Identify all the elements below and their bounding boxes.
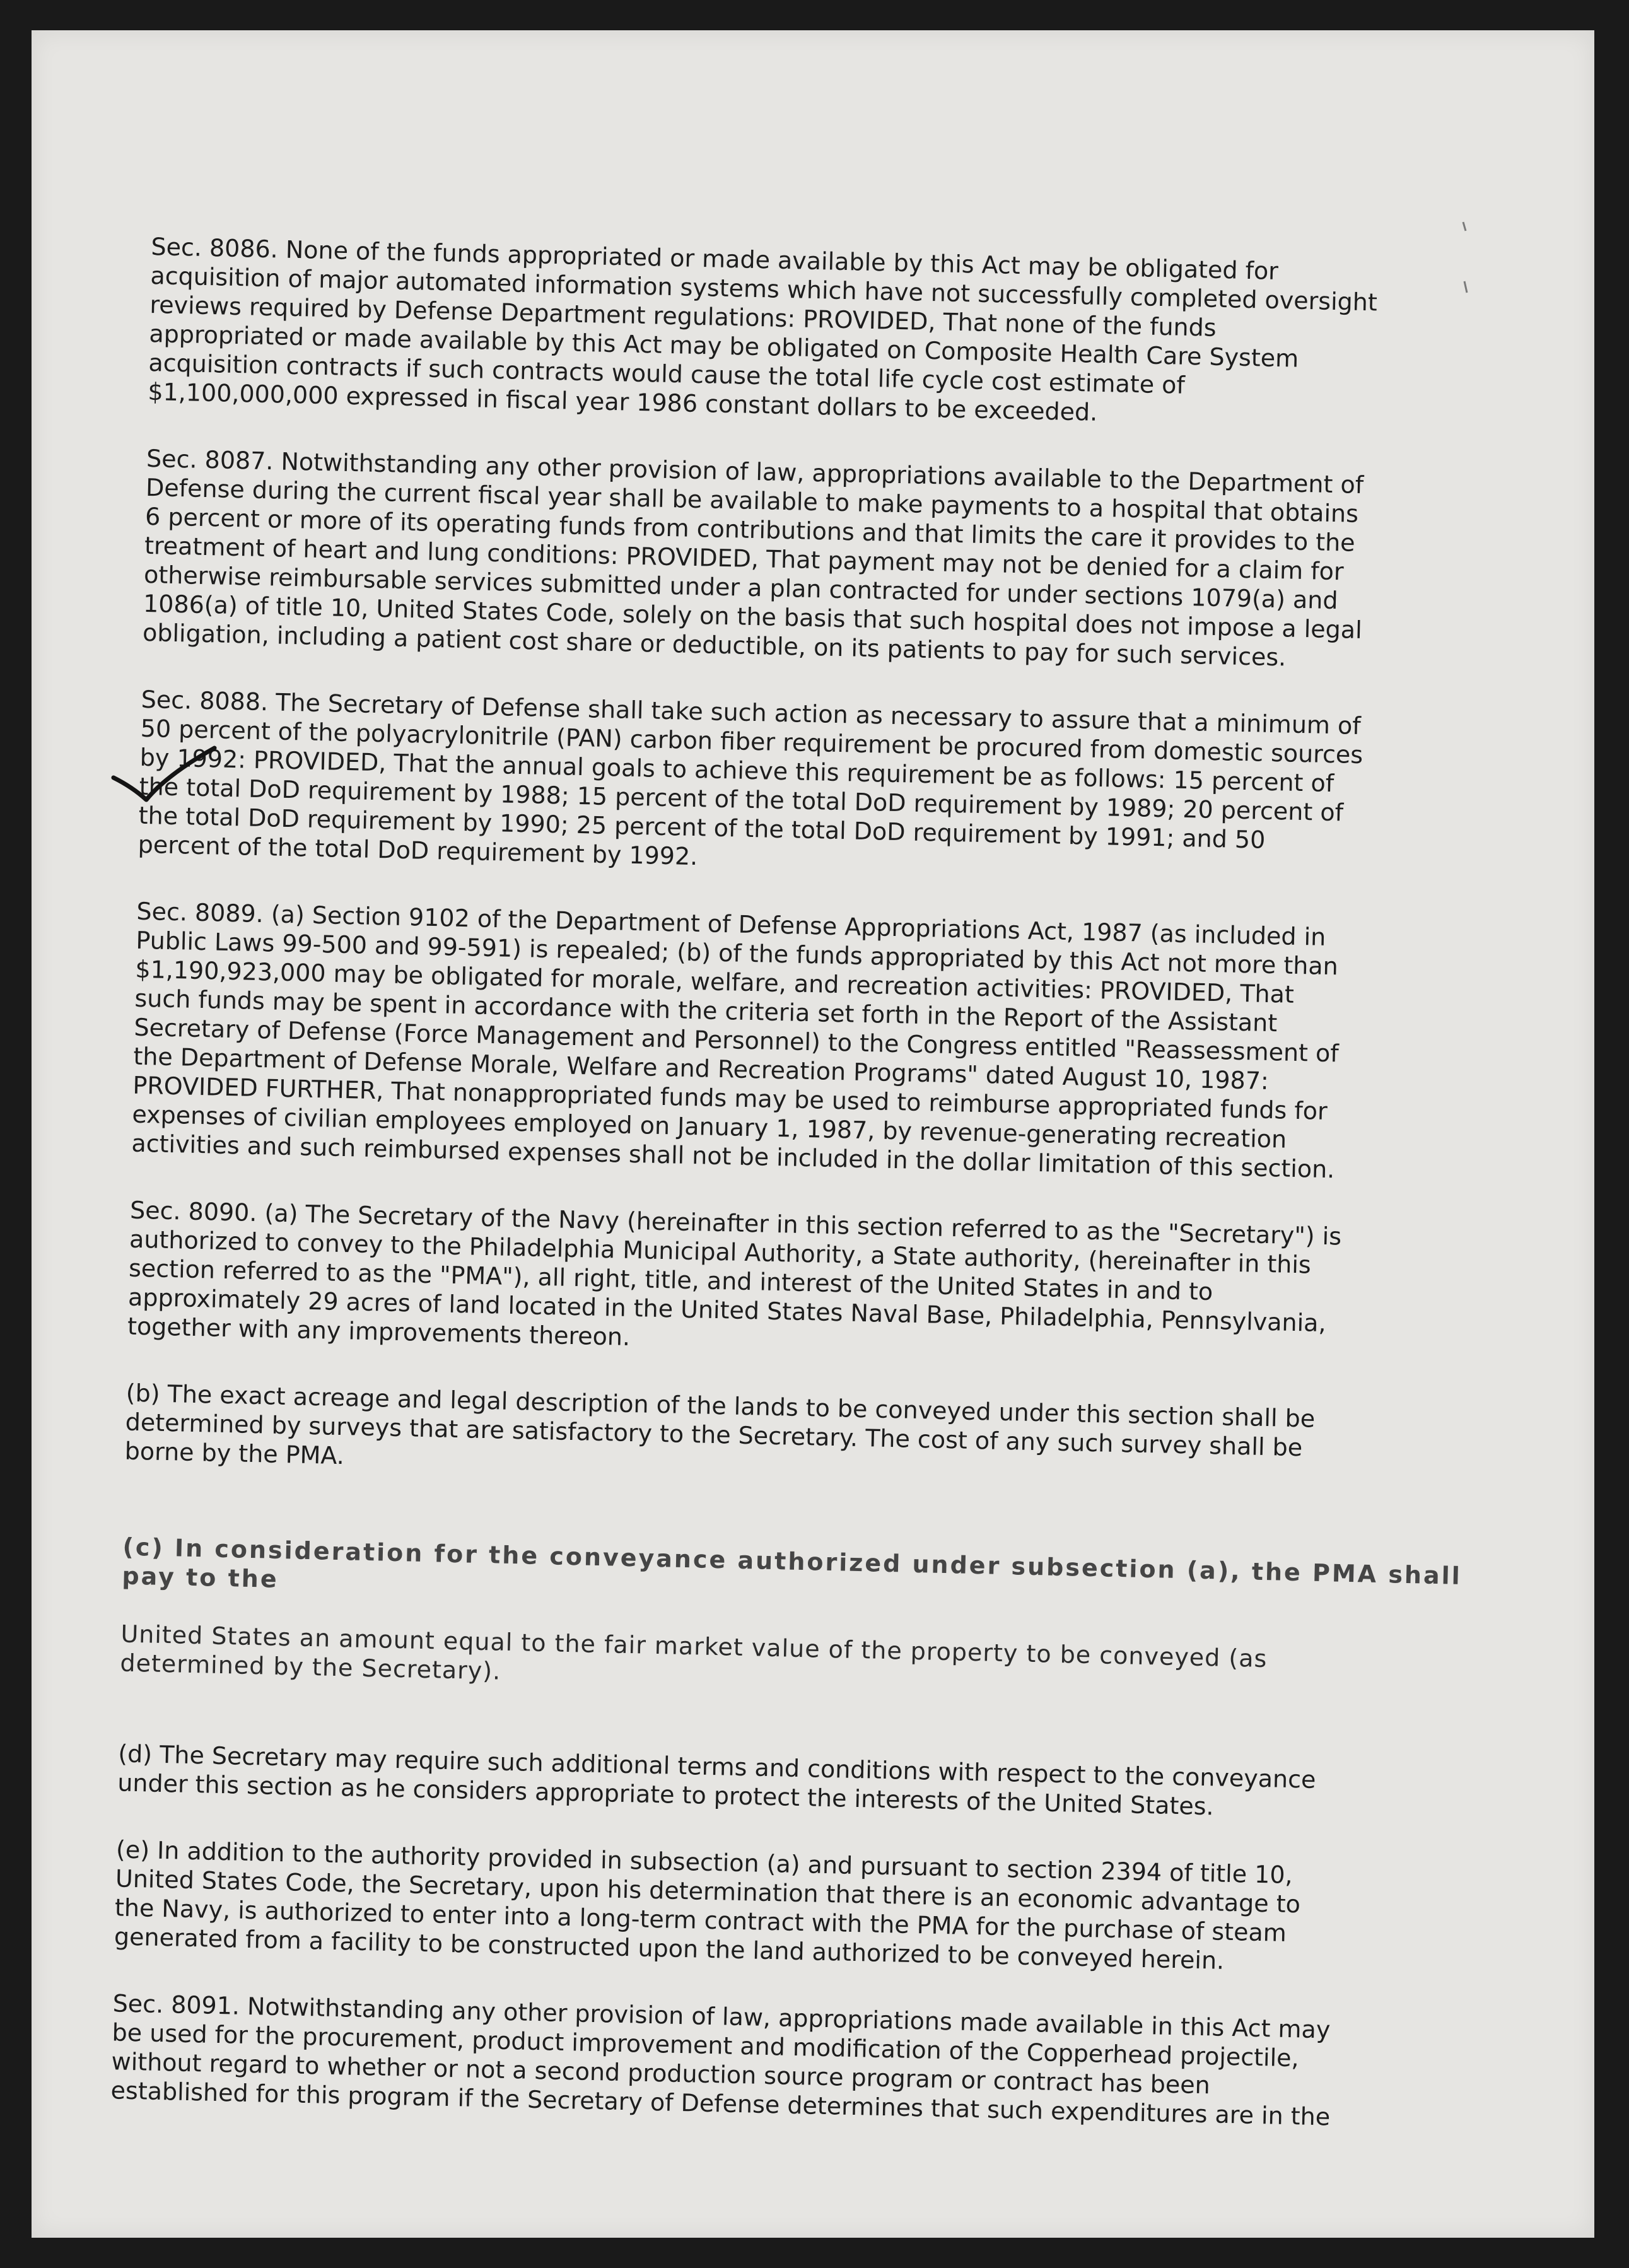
section-8090-c-text: United States an amount equal to the fair market value of the property to be conveyed (as determined by the Secretary). bbox=[120, 1620, 1268, 1685]
section-8087: Sec. 8087. Notwithstanding any other provision of law, appropriations available to the Department of Defense during the current fiscal year shall be available to make payments to a hospital that obtains 6 percent or more of its operating funds from contributions and that limits the care it provides to the treatment of heart and lung conditions: PROVIDED, That payment may not be denied for a claim for otherwise reimbursable services submitted under a plan contracted for under sections 1079(a) and 1086(a) of title 10, United States Code, solely on the basis that such hospital does not impose a legal obligation, including a patient cost share or deductible, on its patients to pay for such services. bbox=[142, 444, 1364, 672]
section-8090-e: (e) In addition to the authority provided in subsection (a) and pursuant to section 2394 of title 10, United States Code, the Secretary, upon his determination that there is an economic advantage to the Navy, is authorized to enter into a long-term contract with the PMA for the purchase of steam generated from a facility to be constructed upon the land authorized to be conveyed herein. bbox=[114, 1835, 1301, 1975]
section-8086: Sec. 8086. None of the funds appropriated or made available by this Act may be obligated for acquisition of major automated information systems which have not successfully completed oversight reviews required by Defense Department regulations: PROVIDED, That none of the funds appropriated or made available by this Act may be obligated on Composite Health Care System acquisition contracts if such contracts would cause the total life cycle cost estimate of $1,100,000,000 expressed in fiscal year 1986 constant dollars to be exceeded. bbox=[148, 232, 1378, 426]
section-8089: Sec. 8089. (a) Section 9102 of the Department of Defense Appropriations Act, 1987 (as included in Public Laws 99-500 and 99-591) is repealed; (b) of the funds appropriated by this Act not more than $1,190,923,000 may be obligated for morale, welfare, and recreation activities: PROVIDED, That such funds may be spent in accordance with the criteria set forth in the Report of the Assistant Secretary of Defense (Force Management and Personnel) to the Congress entitled "Reassessment of the Department of Defense Morale, Welfare and Recreation Programs" dated August 10, 1987: PROVIDED FURTHER, That nonappropriated funds may be used to reimburse appropriated funds for expenses of civilian employees employed on January 1, 1987, by revenue-generating recreation activities and such reimbursed expenses shall not be included in the dollar limitation of this section. bbox=[131, 897, 1340, 1184]
margin-speck-icon bbox=[1444, 219, 1482, 295]
document-page bbox=[32, 30, 1594, 2238]
garbled-line: (c) In consideration for the conveyance authorized under subsection (a), the PMA shall pay to the bbox=[122, 1533, 1463, 1593]
section-8090-c bbox=[119, 1504, 1498, 1736]
section-8090-d: (d) The Secretary may require such additional terms and conditions with respect to the conveyance under this section as he considers appropriate to protect the interests of the United States. bbox=[117, 1739, 1316, 1821]
document-body bbox=[110, 232, 1526, 2173]
section-8091: Sec. 8091. Notwithstanding any other provision of law, appropriations made available in this Act may be used for the procurement, product improvement and modification of the Copperhead projectile, without regard to whether or not a second production source program or contract has been established for this program if the Secretary of Defense determines that such expenditures are in the bbox=[110, 1989, 1331, 2131]
section-8090-b: (b) The exact acreage and legal description of the lands to be conveyed under this section shall be determined by surveys that are satisfactory to the Secretary. The cost of any such survey shall be borne by the PMA. bbox=[124, 1379, 1316, 1470]
section-8088: Sec. 8088. The Secretary of Defense shall take such action as necessary to assure that a minimum of 50 percent of the polyacrylonitrile (PAN) carbon fiber requirement be procured from domestic sources by 1992: PROVIDED, That the annual goals to achieve this requirement be as follows: 15 percent of the total DoD requirement by 1988; 15 percent of the total DoD requirement by 1989; 20 percent of the total DoD requirement by 1990; 25 percent of the total DoD requirement by 1991; and 50 percent of the total DoD requirement by 1992. bbox=[137, 685, 1363, 871]
section-8090-a: Sec. 8090. (a) The Secretary of the Navy (hereinafter in this section referred to as the "Secretary") is authorized to convey to the Philadelphia Municipal Authority, a State authority, (hereinafter in this section referred to as the "PMA"), all right, title, and interest of the United States in and to approximately 29 acres of land located in the United States Naval Base, Philadelphia, Pennsylvania, together with any improvements thereon. bbox=[127, 1196, 1342, 1351]
handwritten-checkmark-icon bbox=[107, 743, 221, 812]
